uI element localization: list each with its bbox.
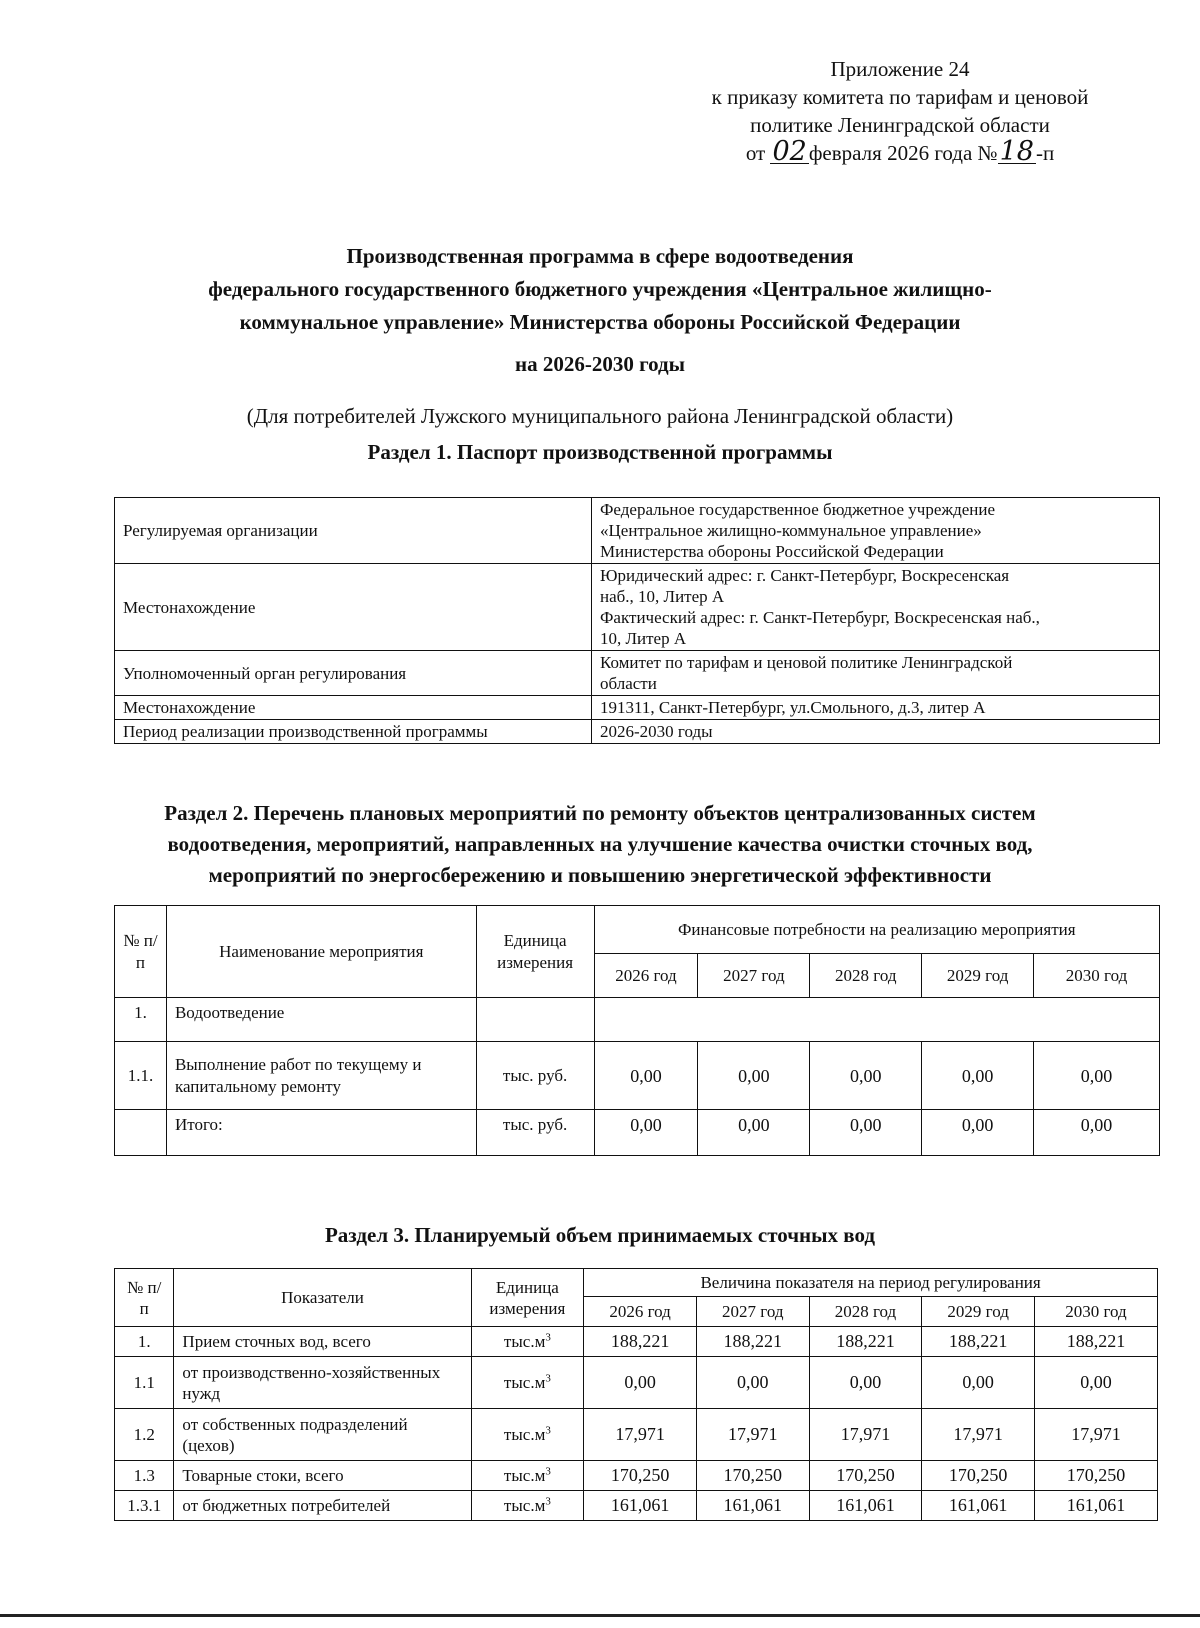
row-num: 1.1 (115, 1357, 174, 1409)
column-header-year: 2028 год (809, 1297, 922, 1327)
table-row (115, 651, 1160, 696)
section2-title (60, 798, 1140, 891)
row-value: 188,221 (809, 1327, 922, 1357)
row-value: 0,00 (922, 1042, 1034, 1110)
table-row (115, 720, 1160, 744)
row-value: 0,00 (1034, 1110, 1160, 1156)
column-header-year: 2027 год (698, 954, 810, 998)
row-value: 161,061 (584, 1491, 697, 1521)
table-row (115, 498, 1160, 564)
section2-title-line: водоотведения, мероприятий, направленных на улучшение качества очистки сточных вод, (167, 832, 1033, 856)
passport-value (592, 498, 1160, 564)
unit-base: тыс.м (503, 1373, 546, 1392)
passport-label: Уполномоченный орган регулирования (115, 651, 592, 696)
unit-base: тыс.м (503, 1425, 546, 1444)
column-header-year: 2029 год (922, 954, 1034, 998)
table-row (115, 1110, 1160, 1156)
passport-label: Регулируемая организации (115, 498, 592, 564)
handwritten-number: 18 (999, 136, 1034, 167)
table-row (115, 998, 1160, 1042)
section2-title-line: мероприятий по энергосбережению и повышению энергетической эффективности (208, 863, 992, 887)
row-value: 0,00 (809, 1357, 922, 1409)
row-value: 0,00 (698, 1042, 810, 1110)
date-middle: февраля 2026 года № (808, 141, 998, 165)
column-header-name: Показатели (174, 1269, 471, 1327)
row-num: 1. (115, 998, 167, 1042)
passport-table (114, 497, 1160, 744)
unit-base: тыс.м (503, 1496, 546, 1515)
section2-title-line: Раздел 2. Перечень плановых мероприятий по ремонту объектов централизованных систем (164, 801, 1036, 825)
table-row (115, 696, 1160, 720)
table-row (115, 1491, 1158, 1521)
wastewater-volume-table (114, 1268, 1158, 1521)
row-name: от собственных подразделений (цехов) (174, 1409, 471, 1461)
passport-value: 2026-2030 годы (592, 720, 1160, 744)
column-header-year: 2027 год (696, 1297, 809, 1327)
row-value: 17,971 (809, 1409, 922, 1461)
value-line: Министерства обороны Российской Федерации (600, 542, 944, 561)
row-value: 170,250 (809, 1461, 922, 1491)
row-unit (471, 1357, 584, 1409)
row-name: Товарные стоки, всего (174, 1461, 471, 1491)
row-value: 188,221 (1034, 1327, 1157, 1357)
page-bottom-rule (0, 1614, 1200, 1617)
row-value: 161,061 (696, 1491, 809, 1521)
program-title (60, 240, 1140, 339)
row-value: 0,00 (594, 1042, 698, 1110)
row-value: 170,250 (1034, 1461, 1157, 1491)
row-unit (471, 1409, 584, 1461)
row-value: 188,221 (922, 1327, 1035, 1357)
wastewater-table-body (115, 1327, 1158, 1521)
column-header-num: № п/п (115, 906, 167, 998)
table-row (115, 1042, 1160, 1110)
row-name: от бюджетных потребителей (174, 1491, 471, 1521)
appendix-header (660, 55, 1140, 167)
column-header-unit: Единица измерения (476, 906, 594, 998)
row-value: 0,00 (584, 1357, 697, 1409)
program-years: на 2026-2030 годы (514, 352, 686, 376)
table-row (115, 1461, 1158, 1491)
row-name: Водоотведение (166, 998, 476, 1042)
row-value: 0,00 (810, 1042, 922, 1110)
title-line-3: коммунальное управление» Министерства обороны Российской Федерации (239, 310, 961, 334)
column-header-group: Финансовые потребности на реализацию мероприятия (594, 906, 1159, 954)
appendix-order-line-2: политике Ленинградской области (750, 113, 1050, 137)
title-line-2: федерального государственного бюджетного учреждения «Центральное жилищно- (208, 277, 992, 301)
appendix-order-line: к приказу комитета по тарифам и ценовой (711, 85, 1089, 109)
row-num (115, 1110, 167, 1156)
passport-label: Период реализации производственной программы (115, 720, 592, 744)
column-header-year: 2029 год (922, 1297, 1035, 1327)
row-unit (471, 1491, 584, 1521)
unit-superscript: 3 (545, 1424, 551, 1437)
value-line: Федеральное государственное бюджетное учреждение (600, 500, 996, 519)
row-value: 17,971 (584, 1409, 697, 1461)
column-header-group: Величина показателя на период регулирования (584, 1269, 1158, 1297)
title-line-1: Производственная программа в сфере водоотведения (346, 244, 854, 268)
passport-label: Местонахождение (115, 564, 592, 651)
row-value: 17,971 (1034, 1409, 1157, 1461)
row-value: 17,971 (696, 1409, 809, 1461)
column-header-year: 2026 год (594, 954, 698, 998)
row-value: 0,00 (922, 1357, 1035, 1409)
handwritten-day: 02 (772, 136, 807, 167)
unit-superscript: 3 (545, 1495, 551, 1508)
measures-table (114, 905, 1160, 1156)
passport-value (592, 651, 1160, 696)
value-line: Юридический адрес: г. Санкт-Петербург, Воскресенская (600, 566, 1010, 585)
row-name: Выполнение работ по текущему и капитальному ремонту (166, 1042, 476, 1110)
row-value: 170,250 (696, 1461, 809, 1491)
table-header-row (115, 906, 1160, 954)
table-row (115, 1327, 1158, 1357)
row-name: Прием сточных вод, всего (174, 1327, 471, 1357)
column-header-year: 2026 год (584, 1297, 697, 1327)
unit-superscript: 3 (545, 1465, 551, 1478)
value-line: Фактический адрес: г. Санкт-Петербург, Воскресенская наб., (600, 608, 1040, 627)
date-prefix: от (745, 141, 766, 165)
table-row (115, 1357, 1158, 1409)
value-line: области (600, 674, 657, 693)
row-value: 170,250 (584, 1461, 697, 1491)
row-unit: тыс. руб. (476, 1110, 594, 1156)
row-num: 1. (115, 1327, 174, 1357)
column-header-name: Наименование мероприятия (166, 906, 476, 998)
row-unit (471, 1461, 584, 1491)
value-line: Комитет по тарифам и ценовой политике Ленинградской (600, 653, 1013, 672)
row-num: 1.3.1 (115, 1491, 174, 1521)
column-header-year: 2030 год (1034, 1297, 1157, 1327)
row-name: от производственно-хозяйственных нужд (174, 1357, 471, 1409)
unit-base: тыс.м (503, 1332, 546, 1351)
consumers-note: (Для потребителей Лужского муниципального района Ленинградской области) (246, 404, 954, 428)
row-value: 0,00 (696, 1357, 809, 1409)
table-header-row (115, 1269, 1158, 1297)
row-value: 0,00 (698, 1110, 810, 1156)
column-header-unit: Единица измерения (471, 1269, 584, 1327)
passport-label: Местонахождение (115, 696, 592, 720)
section3-title: Раздел 3. Планируемый объем принимаемых сточных вод (324, 1223, 876, 1247)
unit-base: тыс.м (503, 1466, 546, 1485)
row-value: 0,00 (810, 1110, 922, 1156)
row-value: 0,00 (1034, 1357, 1157, 1409)
table-row (115, 564, 1160, 651)
row-value: 161,061 (809, 1491, 922, 1521)
number-suffix: -п (1035, 141, 1055, 165)
row-value: 0,00 (594, 1110, 698, 1156)
column-header-year: 2030 год (1034, 954, 1160, 998)
row-value: 188,221 (584, 1327, 697, 1357)
appendix-title: Приложение 24 (830, 57, 970, 81)
row-value: 17,971 (922, 1409, 1035, 1461)
row-empty (594, 998, 1159, 1042)
row-num: 1.2 (115, 1409, 174, 1461)
row-value: 161,061 (922, 1491, 1035, 1521)
unit-superscript: 3 (545, 1372, 551, 1385)
section1-title: Раздел 1. Паспорт производственной программы (367, 440, 833, 464)
passport-value (592, 564, 1160, 651)
value-line: 10, Литер А (600, 629, 687, 648)
row-num: 1.3 (115, 1461, 174, 1491)
column-header-num: № п/п (115, 1269, 174, 1327)
row-name: Итого: (166, 1110, 476, 1156)
row-unit (476, 998, 594, 1042)
row-unit (471, 1327, 584, 1357)
value-line: наб., 10, Литер А (600, 587, 725, 606)
row-num: 1.1. (115, 1042, 167, 1110)
passport-value: 191311, Санкт-Петербург, ул.Смольного, д.3, литер А (592, 696, 1160, 720)
table-row (115, 1409, 1158, 1461)
appendix-date-line (660, 136, 1140, 167)
row-value: 170,250 (922, 1461, 1035, 1491)
row-value: 161,061 (1034, 1491, 1157, 1521)
row-unit: тыс. руб. (476, 1042, 594, 1110)
value-line: «Центральное жилищно-коммунальное управление» (600, 521, 982, 540)
column-header-year: 2028 год (810, 954, 922, 998)
row-value: 0,00 (922, 1110, 1034, 1156)
unit-superscript: 3 (545, 1331, 551, 1344)
row-value: 0,00 (1034, 1042, 1160, 1110)
row-value: 188,221 (696, 1327, 809, 1357)
